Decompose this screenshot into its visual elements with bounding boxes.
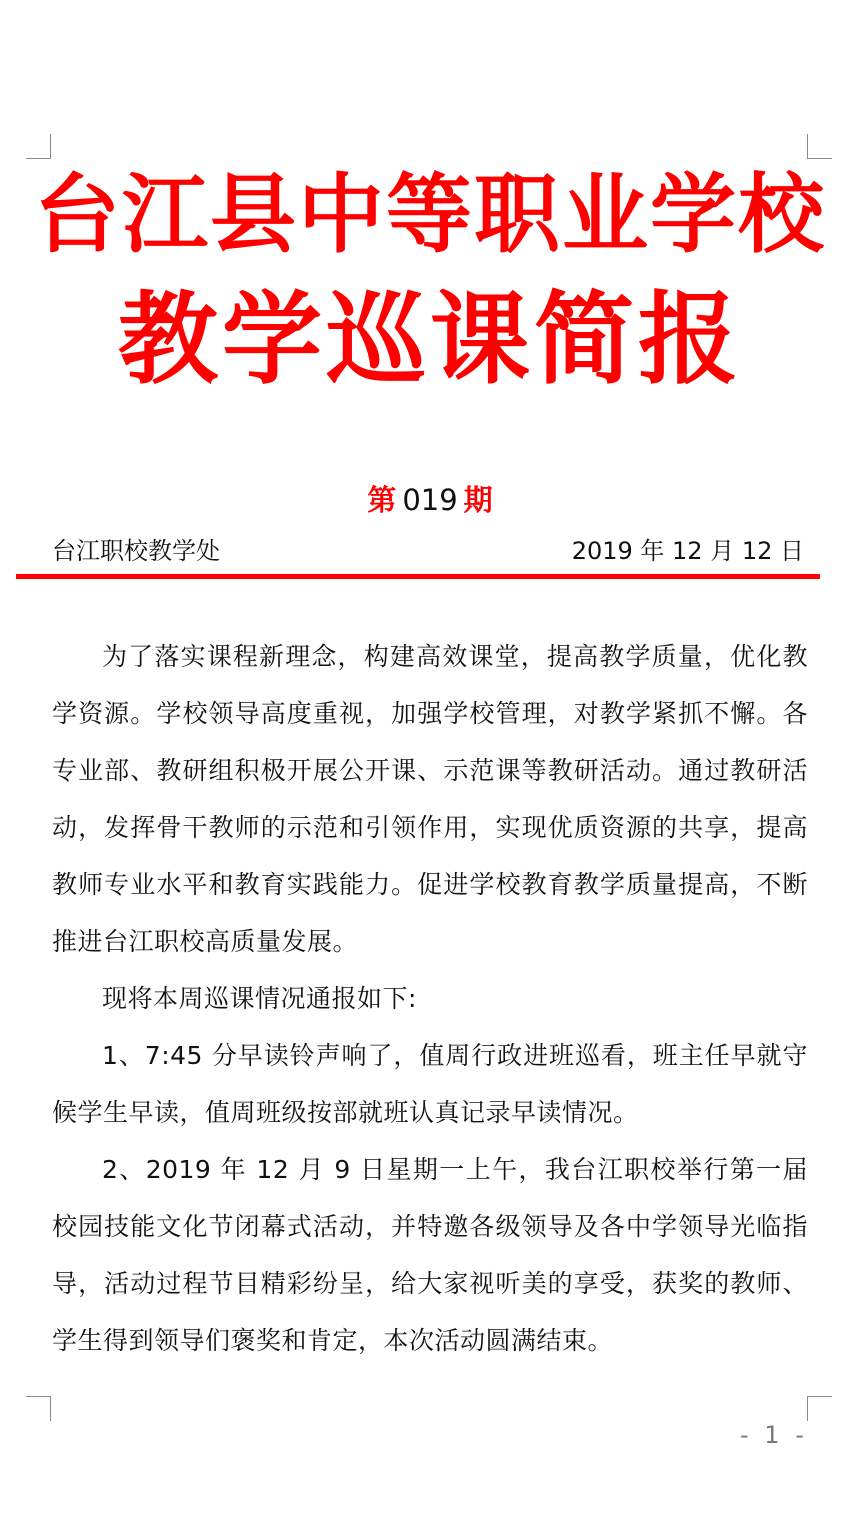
crop-mark-top-left — [26, 134, 51, 159]
crop-mark-top-right — [807, 134, 832, 159]
masthead-subtitle: 教学巡课简报 — [118, 281, 742, 398]
paragraph: 1、7:45 分早读铃声响了，值周行政进班巡看，班主任早就守候学生早读，值周班级按部就班认真记录早读情况。 — [52, 1041, 808, 1127]
bulletin-body — [52, 628, 808, 1369]
publisher: 台江职校教学处 — [52, 537, 220, 565]
page-number: - 1 - — [740, 1421, 808, 1449]
masthead-title: 台江县中等职业学校 — [34, 165, 826, 265]
issue-suffix: 期 — [463, 483, 493, 517]
red-divider — [16, 574, 820, 579]
issue-number — [0, 483, 860, 517]
issue-prefix: 第 — [367, 483, 397, 517]
paragraph: 为了落实课程新理念，构建高效课堂，提高教学质量，优化教学资源。学校领导高度重视，加强学校管理，对教学紧抓不懈。各专业部、教研组积极开展公开课、示范课等教研活动。通过教研活动，发挥骨干教师的示范和引领作用，实现优质资源的共享，提高教师专业水平和教育实践能力。促进学校教育教学质量提高，不断推进台江职校高质量发展。 — [52, 642, 808, 956]
crop-mark-bottom-left — [26, 1396, 51, 1421]
paragraph: 2、2019 年 12 月 9 日星期一上午，我台江职校举行第一届校园技能文化节闭幕式活动，并特邀各级领导及各中学领导光临指导，活动过程节目精彩纷呈，给大家视听美的享受，获奖的教师、学生得到领导们褒奖和肯定，本次活动圆满结束。 — [52, 1155, 808, 1355]
paragraph: 现将本周巡课情况通报如下: — [102, 984, 417, 1013]
issue-number-value: 019 — [402, 483, 458, 517]
publish-date: 2019 年 12 月 12 日 — [571, 537, 804, 565]
crop-mark-bottom-right — [807, 1396, 832, 1421]
